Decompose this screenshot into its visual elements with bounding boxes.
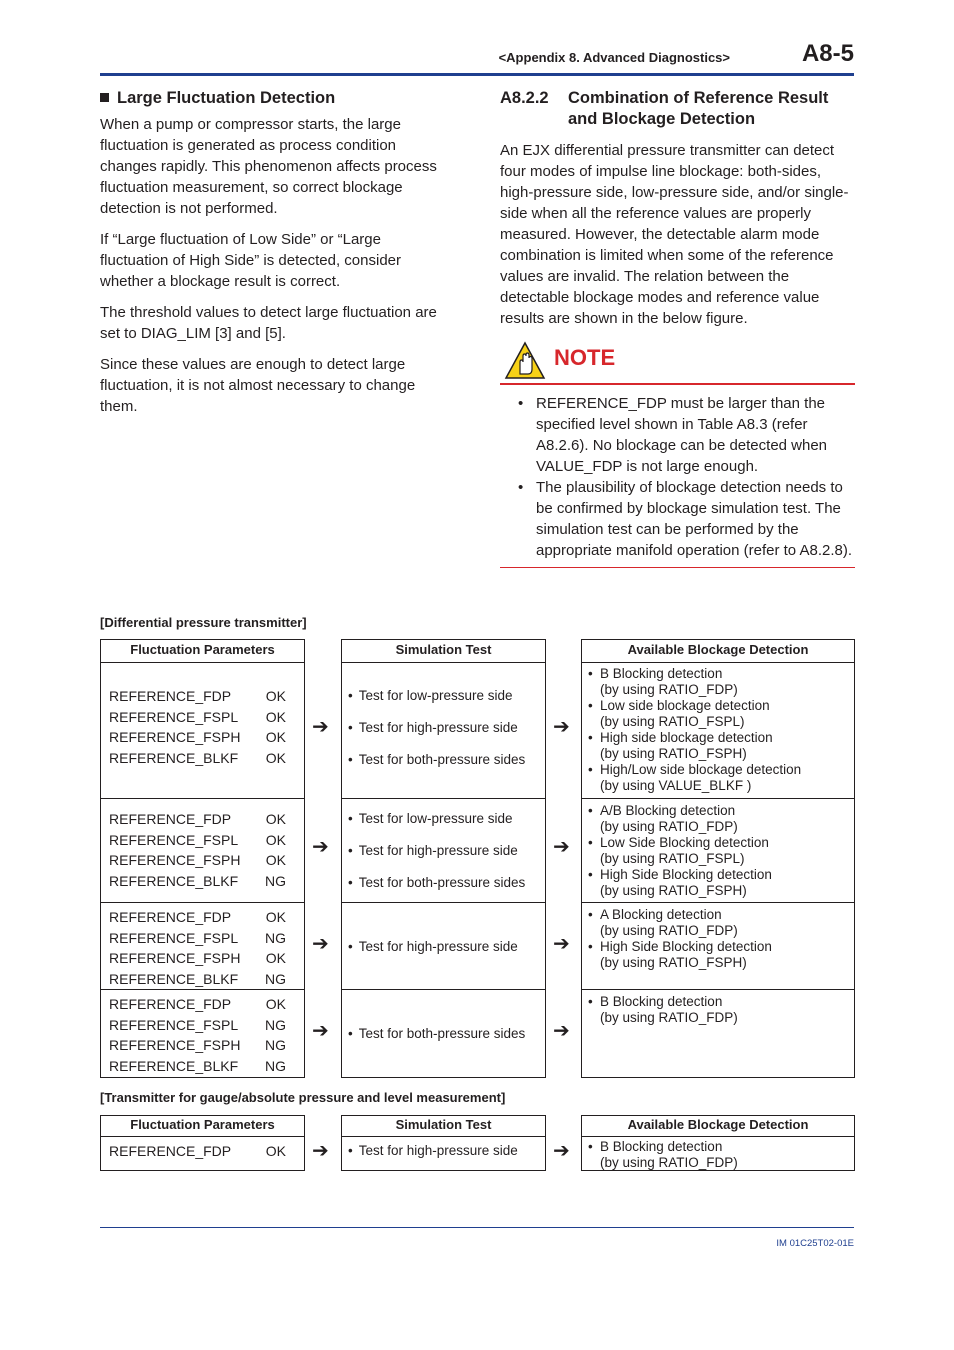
avail-text (600, 835, 769, 867)
test-item: • Test for low-pressure side (348, 688, 541, 704)
param-cell (101, 989, 304, 1078)
avail-header: Available Blockage Detection (582, 640, 854, 663)
test-item: • Test for both-pressure sides (348, 875, 541, 891)
param-status: NG (265, 872, 286, 889)
avail-method: Low side blockage detection (600, 698, 770, 713)
avail-method: High side blockage detection (600, 730, 773, 745)
avail-item (588, 994, 850, 1026)
gauge-caption: [Transmitter for gauge/absolute pressure and level measurement] (100, 1090, 506, 1105)
param-name: REFERENCE_FDP (109, 811, 232, 827)
param-status: OK (265, 688, 286, 704)
avail-list (588, 994, 850, 1026)
param-status: OK (265, 729, 286, 745)
avail-method-detail: (by using RATIO_FSPH) (600, 746, 747, 761)
param-row (109, 1035, 296, 1056)
avail-list (588, 803, 850, 899)
avail-list (588, 666, 850, 794)
param-status: OK (265, 996, 286, 1012)
avail-text (600, 762, 801, 794)
avail-method-detail: (by using RATIO_FDP) (600, 1155, 738, 1170)
avail-cell (582, 989, 854, 1078)
note-end-rule (500, 567, 855, 568)
note-title: NOTE (554, 345, 616, 370)
param-list (109, 1141, 296, 1162)
param-list (109, 994, 296, 1076)
param-name: REFERENCE_BLKF (109, 970, 239, 987)
avail-item (588, 867, 850, 899)
test-item: • Test for high-pressure side (348, 939, 541, 955)
param-name: REFERENCE_FSPH (109, 852, 241, 868)
page-number: A8-5 (801, 40, 854, 67)
bullet-icon: • (588, 994, 593, 1009)
avail-item (588, 907, 850, 939)
left-column (100, 88, 452, 427)
arrow-icon: ➔ (312, 1020, 329, 1042)
bullet-icon: • (588, 762, 593, 777)
param-status: NG (265, 1037, 286, 1053)
param-row (109, 994, 296, 1015)
param-row (109, 907, 296, 928)
avail-cell (582, 662, 854, 799)
arrow-icon: ➔ (312, 933, 329, 955)
avail-text (600, 698, 770, 730)
test-list (348, 939, 541, 971)
note-item: • REFERENCE_FDP must be larger than the specified level shown in Table A8.3 (refer A8.2.6). No blockage can be detected when VALUE_FDP is not large enough. (536, 393, 855, 477)
param-name: REFERENCE_FDP (109, 996, 232, 1012)
param-status: OK (265, 852, 286, 868)
running-header: <Appendix 8. Advanced Diagnostics> (498, 50, 730, 65)
param-row (109, 850, 296, 871)
avail-method: A/B Blocking detection (600, 803, 736, 818)
param-name: REFERENCE_FSPH (109, 729, 241, 745)
arrow-icon: ➔ (312, 1140, 329, 1162)
note-item: • The plausibility of blockage detection needs to be confirmed by blockage simulation test. The simulation test can be performed by the appropriate manifold operation (refer to A8.2.8). (536, 477, 855, 561)
avail-item (588, 730, 850, 762)
param-row (109, 1141, 296, 1162)
arrow-icon: ➔ (553, 1140, 570, 1162)
avail-cell (582, 902, 854, 990)
param-status: NG (265, 970, 286, 987)
params-header: Fluctuation Parameters (101, 640, 304, 663)
section-paragraph: An EJX differential pressure transmitter can detect four modes of impulse line blockage: both-sides, high-pressure side, low-pressure side, and/or single-side when all the reference values are properly measured. However, the detectable alarm mode combination is limited when some of the reference values are invalid. The relation between the detectable blockage modes and reference value results are shown in the below figure. (500, 142, 849, 327)
param-name: REFERENCE_FSPL (109, 708, 239, 725)
param-name: REFERENCE_BLKF (109, 872, 239, 889)
avail-method: B Blocking detection (600, 994, 723, 1009)
param-cell (101, 1135, 304, 1170)
avail-method-detail: (by using RATIO_FSPH) (600, 883, 747, 898)
avail-list (588, 907, 850, 971)
dp-params-box (100, 639, 305, 1078)
bullet-icon: • (588, 939, 593, 954)
arrow-icon: ➔ (312, 716, 329, 738)
footer-rule (100, 1227, 854, 1228)
params-header: Fluctuation Parameters (101, 1116, 304, 1137)
note-list (500, 385, 855, 565)
param-list (109, 907, 296, 989)
avail-list (588, 1139, 850, 1171)
param-row (109, 969, 296, 990)
paragraph: When a pump or compressor starts, the large fluctuation is generated as process condition changes rapidly. This phenomenon affects process fluctuation measurement, so correct blockage detection is not performed. (100, 116, 437, 217)
test-cell (342, 1135, 545, 1170)
test-item: • Test for high-pressure side (348, 843, 541, 859)
avail-text (600, 730, 773, 762)
param-name: REFERENCE_BLKF (109, 1057, 239, 1074)
param-status: OK (265, 909, 286, 925)
param-cell (101, 798, 304, 903)
avail-text (600, 1139, 738, 1171)
param-status: OK (265, 831, 286, 848)
test-cell (342, 662, 545, 799)
test-list (348, 811, 541, 907)
avail-method: B Blocking detection (600, 666, 723, 681)
avail-cell (582, 798, 854, 903)
paragraph: The threshold values to detect large fluctuation are set to DIAG_LIM [3] and [5]. (100, 304, 437, 342)
large-fluctuation-heading: Large Fluctuation Detection (100, 88, 452, 108)
arrow-icon: ➔ (553, 716, 570, 738)
param-row (109, 1015, 296, 1036)
param-status: NG (265, 1057, 286, 1074)
arrow-icon: ➔ (312, 836, 329, 858)
param-status: OK (265, 749, 286, 766)
test-cell (342, 989, 545, 1078)
note-header (500, 339, 855, 385)
avail-text (600, 907, 738, 939)
avail-text (600, 994, 738, 1026)
param-row (109, 830, 296, 851)
avail-method-detail: (by using VALUE_BLKF ) (600, 778, 752, 793)
avail-text (600, 666, 738, 698)
avail-item (588, 1139, 850, 1171)
bullet-icon: • (588, 1139, 593, 1154)
param-status: OK (265, 708, 286, 725)
param-row (109, 1056, 296, 1077)
gauge-avail-box (581, 1115, 855, 1171)
param-list (109, 809, 296, 891)
param-name: REFERENCE_FSPH (109, 950, 241, 966)
param-status: OK (265, 1143, 286, 1159)
avail-text (600, 803, 738, 835)
bullet-icon: • (588, 730, 593, 745)
param-row (109, 686, 296, 707)
param-name: REFERENCE_FDP (109, 909, 232, 925)
test-cell (342, 902, 545, 990)
param-row (109, 748, 296, 769)
avail-item (588, 666, 850, 698)
param-name: REFERENCE_FSPH (109, 1037, 241, 1053)
avail-method-detail: (by using RATIO_FDP) (600, 923, 738, 938)
param-row (109, 809, 296, 830)
arrow-icon: ➔ (553, 933, 570, 955)
test-item: • Test for low-pressure side (348, 811, 541, 827)
avail-method-detail: (by using RATIO_FSPH) (600, 955, 747, 970)
avail-method-detail: (by using RATIO_FDP) (600, 819, 738, 834)
test-item: • Test for both-pressure sides (348, 752, 541, 768)
bullet-icon: • (588, 835, 593, 850)
avail-text (600, 867, 772, 899)
avail-item (588, 835, 850, 867)
param-row (109, 727, 296, 748)
avail-header: Available Blockage Detection (582, 1116, 854, 1137)
paragraph: Since these values are enough to detect large fluctuation, it is not almost necessary to change them. (100, 356, 416, 415)
param-name: REFERENCE_BLKF (109, 749, 239, 766)
param-name: REFERENCE_FSPL (109, 1016, 239, 1033)
test-item: • Test for both-pressure sides (348, 1026, 541, 1042)
arrow-icon: ➔ (553, 836, 570, 858)
avail-method: High Side Blocking detection (600, 867, 772, 882)
dp-tests-box (341, 639, 546, 1078)
bullet-icon: • (588, 698, 593, 713)
test-list (348, 688, 541, 784)
param-list (109, 686, 296, 768)
param-row (109, 707, 296, 728)
avail-method-detail: (by using RATIO_FSPL) (600, 714, 745, 729)
dp-caption: [Differential pressure transmitter] (100, 615, 307, 630)
tests-header: Simulation Test (342, 640, 545, 663)
avail-item (588, 698, 850, 730)
document-id: IM 01C25T02-01E (776, 1238, 854, 1249)
avail-method-detail: (by using RATIO_FDP) (600, 682, 738, 697)
avail-item (588, 803, 850, 835)
right-column (500, 88, 855, 568)
dp-avail-box (581, 639, 855, 1078)
avail-item (588, 762, 850, 794)
param-status: NG (265, 929, 286, 946)
avail-text (600, 939, 772, 971)
gauge-params-box (100, 1115, 305, 1171)
avail-method: High/Low side blockage detection (600, 762, 802, 777)
param-status: NG (265, 1016, 286, 1033)
param-status: OK (265, 811, 286, 827)
param-cell (101, 662, 304, 799)
avail-method: Low Side Blocking detection (600, 835, 769, 850)
arrow-icon: ➔ (553, 1020, 570, 1042)
param-cell (101, 902, 304, 990)
param-name: REFERENCE_FDP (109, 688, 232, 704)
param-name: REFERENCE_FDP (109, 1143, 232, 1159)
avail-cell (582, 1135, 854, 1170)
bullet-icon: • (588, 803, 593, 818)
test-cell (342, 798, 545, 903)
param-name: REFERENCE_FSPL (109, 831, 239, 848)
avail-method: B Blocking detection (600, 1139, 723, 1154)
tests-header: Simulation Test (342, 1116, 545, 1137)
avail-method: A Blocking detection (600, 907, 722, 922)
section-number: A8.2.2 (500, 89, 549, 107)
test-list (348, 1143, 541, 1175)
section-title: Combination of Reference Result and Blockage Detection (568, 89, 829, 128)
avail-method-detail: (by using RATIO_FDP) (600, 1010, 738, 1025)
gauge-tests-box (341, 1115, 546, 1171)
avail-method: High Side Blocking detection (600, 939, 772, 954)
bullet-icon: • (588, 666, 593, 681)
paragraph: If “Large fluctuation of Low Side” or “Large fluctuation of High Side” is detected, consider whether a blockage result is correct. (100, 231, 402, 290)
avail-method-detail: (by using RATIO_FSPL) (600, 851, 745, 866)
param-row (109, 948, 296, 969)
test-item: • Test for high-pressure side (348, 1143, 541, 1159)
bullet-icon: • (588, 907, 593, 922)
square-bullet-icon (100, 93, 109, 102)
bullet-icon: • (588, 867, 593, 882)
test-list (348, 1026, 541, 1058)
avail-item (588, 939, 850, 971)
caution-hand-icon (504, 341, 546, 381)
test-item: • Test for high-pressure side (348, 720, 541, 736)
header-rule (100, 73, 854, 76)
param-row (109, 928, 296, 949)
param-name: REFERENCE_FSPL (109, 929, 239, 946)
param-row (109, 871, 296, 892)
param-status: OK (265, 950, 286, 966)
section-heading (500, 88, 855, 130)
